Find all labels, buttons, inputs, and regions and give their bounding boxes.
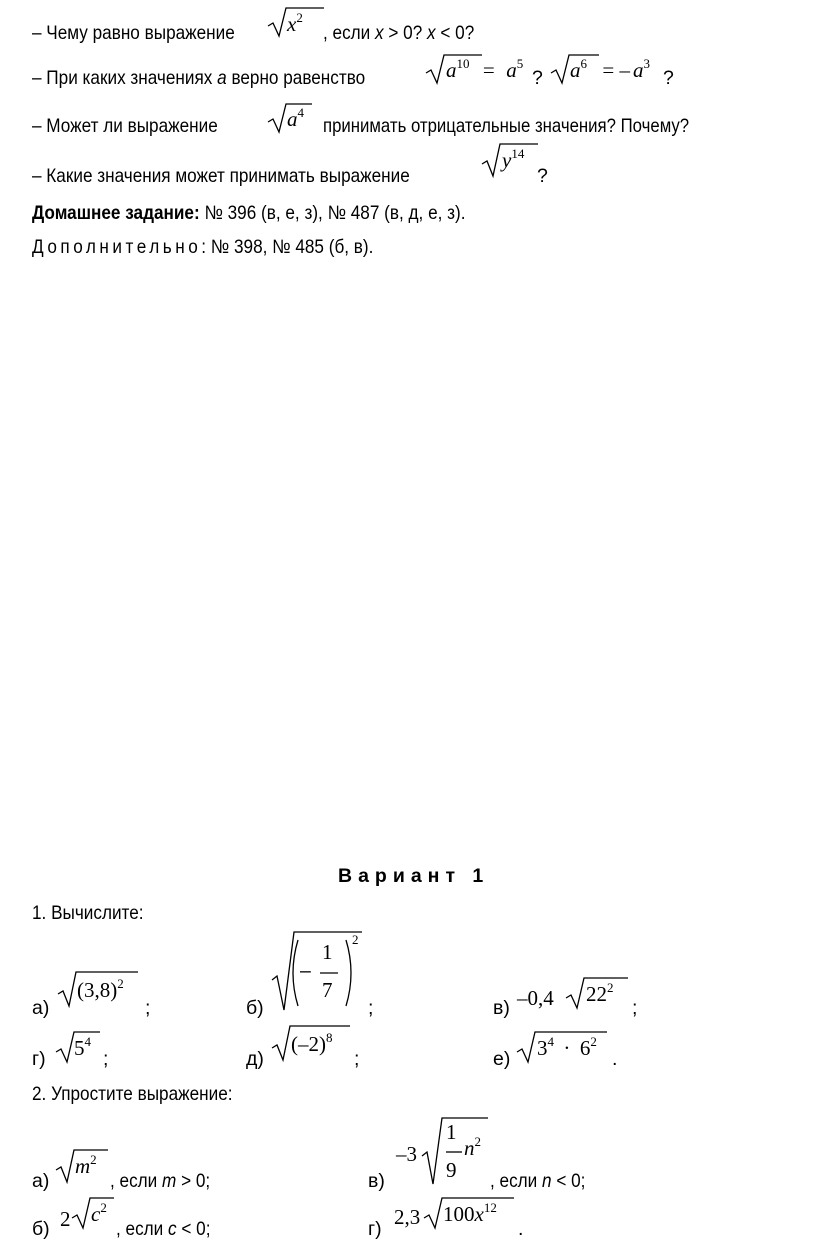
item-b-label: б) <box>246 997 264 1019</box>
expr-a: $(3,8)^2$ <box>77 976 124 1002</box>
expr-x2: $x^2$ <box>287 10 303 36</box>
expr-a10: $a^{10} = a^5$ <box>446 56 524 82</box>
question-2-mark-1: ? <box>532 67 543 89</box>
item-d-end: ; <box>354 1048 360 1070</box>
item-a-label: а) <box>32 997 50 1019</box>
simp-a-cond: , если m > 0; <box>110 1170 211 1192</box>
expr-v: $22^2$ <box>586 980 614 1006</box>
simp-g-coef: 2,3 <box>394 1205 421 1229</box>
simp-b-cond: , если c < 0; <box>116 1218 211 1240</box>
simp-a-label: а) <box>32 1170 50 1192</box>
simp-v-num: 1 <box>446 1120 457 1144</box>
question-1-text: – Чему равно выражение <box>32 22 235 44</box>
question-4-mark: ? <box>537 165 548 187</box>
item-g-end: ; <box>103 1048 109 1070</box>
item-a-end: ; <box>145 997 151 1019</box>
task-2-label: 2. Упростите выражение: <box>32 1083 233 1105</box>
question-1-cond: , если x > 0? x < 0? <box>323 22 475 44</box>
expr-a4: $a^4$ <box>287 105 304 131</box>
item-g-label: г) <box>32 1048 46 1070</box>
item-v-label: в) <box>493 997 510 1019</box>
simp-g-end: . <box>518 1218 524 1240</box>
expr-m2: $m^2$ <box>75 1152 97 1178</box>
item-v-coef: –0,4 <box>517 986 554 1010</box>
question-2-mark-2: ? <box>663 67 674 89</box>
item-b-end: ; <box>368 997 374 1019</box>
item-d-label: д) <box>246 1048 264 1070</box>
item-b-den: 7 <box>322 978 333 1002</box>
item-e-end: . <box>612 1048 618 1070</box>
homework-line <box>32 202 525 225</box>
variant-title: Вариант 1 <box>338 865 490 887</box>
simp-b-label: б) <box>32 1218 50 1240</box>
additional-label: Дополнительно <box>32 236 202 258</box>
expr-d: $(-2)^8$ <box>291 1030 333 1056</box>
item-b-num: 1 <box>322 940 333 964</box>
question-4: – Какие значения может принимать выражение <box>32 165 410 187</box>
simp-v-coef: –3 <box>396 1142 417 1166</box>
question-2: – При каких значениях a верно равенство <box>32 67 366 89</box>
item-b-minus: – <box>300 960 311 982</box>
item-b-exp: 2 <box>352 932 359 947</box>
simp-v-label: в) <box>368 1170 385 1192</box>
simp-v-den: 9 <box>446 1158 457 1182</box>
simp-g-label: г) <box>368 1218 382 1240</box>
expr-c2: $c^2$ <box>91 1200 107 1226</box>
item-v-end: ; <box>632 997 638 1019</box>
item-e-label: е) <box>493 1048 511 1070</box>
task-1-label: 1. Вычислите: <box>32 902 144 924</box>
expr-y14: $y^{14}$ <box>502 146 525 172</box>
homework-text: № 396 (в, е, з), № 487 (в, д, е, з). <box>199 202 466 224</box>
expr-n2: $n^2$ <box>464 1134 481 1160</box>
question-3: – Может ли выражение <box>32 115 218 137</box>
expr-e: $3^4 \cdot 6^2$ <box>537 1034 597 1060</box>
additional-text: : № 398, № 485 (б, в). <box>201 236 374 258</box>
question-1 <box>32 22 262 45</box>
expr-100x12: $100x^{12}$ <box>443 1200 497 1226</box>
expr-g: $5^4$ <box>74 1034 91 1060</box>
additional-line <box>32 236 420 259</box>
homework-label: Домашнее задание: <box>32 202 200 224</box>
simp-v-cond: , если n < 0; <box>490 1170 586 1192</box>
expr-a6: $a^6$ = – $a^3$ <box>570 56 651 82</box>
simp-b-coef: 2 <box>60 1207 71 1231</box>
question-3-tail: принимать отрицательные значения? Почему? <box>323 115 690 137</box>
